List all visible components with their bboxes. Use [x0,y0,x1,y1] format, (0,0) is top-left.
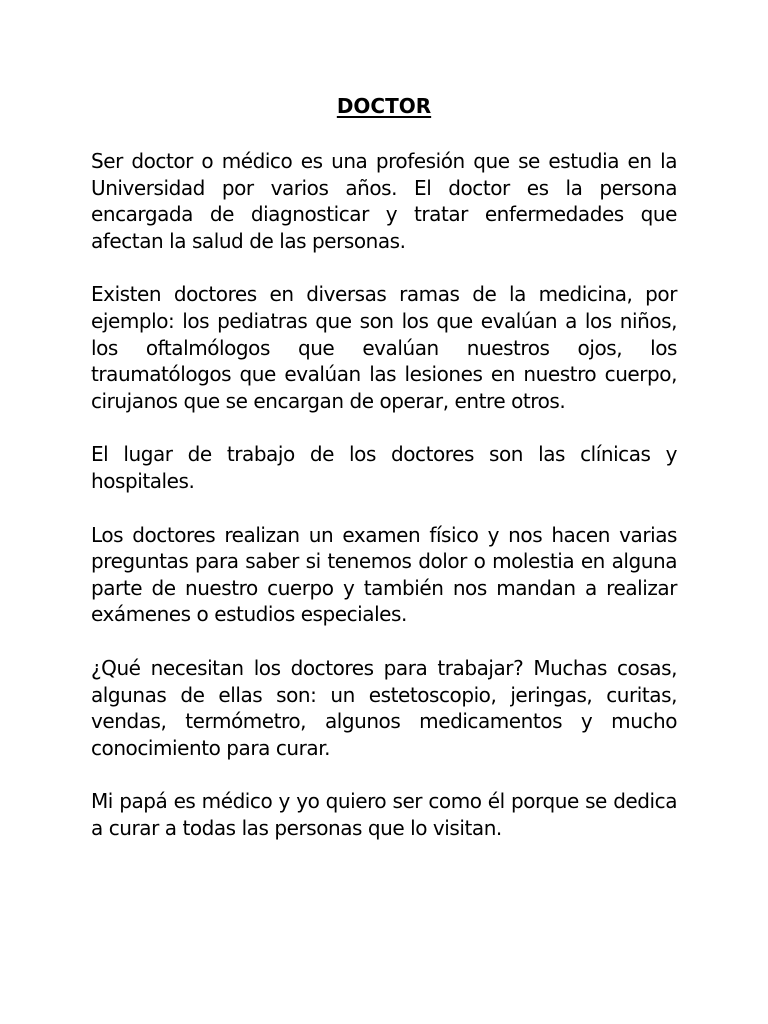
paragraph-profession: Ser doctor o médico es una profesión que se estudia en la Universidad por varios años. El doctor es la persona encargada de diagnosticar y tratar enfermedades que afectan la salud de las personas. [91,149,677,253]
paragraph-tools: ¿Qué necesitan los doctores para trabajar? Muchas cosas, algunas de ellas son: un estetoscopio, jeringas, curitas, vendas, termómetro, algunos medicamentos y mucho conocimiento para curar. [91,655,677,760]
document-body [91,148,677,868]
paragraph-workplace: El lugar de trabajo de los doctores son las clínicas y hospitales. [91,442,677,493]
paragraph-personal: Mi papá es médico y yo quiero ser como él porque se dedica a curar a todas las personas que lo visitan. [91,789,677,840]
paragraph-examination: Los doctores realizan un examen físico y nos hacen varias preguntas para saber si tenemos dolor o molestia en alguna parte de nuestro cuerpo y también nos mandan a realizar exámenes o estudios especiales. [91,522,677,627]
paragraph-specialties: Existen doctores en diversas ramas de la medicina, por ejemplo: los pediatras que son los que evalúan a los niños, los oftalmólogos que evalúan nuestros ojos, los traumatólogos que evalúan las lesiones en nuestro cuerpo, cirujanos que se encargan de operar, entre otros. [91,282,677,413]
document-title: DOCTOR [336,94,432,118]
